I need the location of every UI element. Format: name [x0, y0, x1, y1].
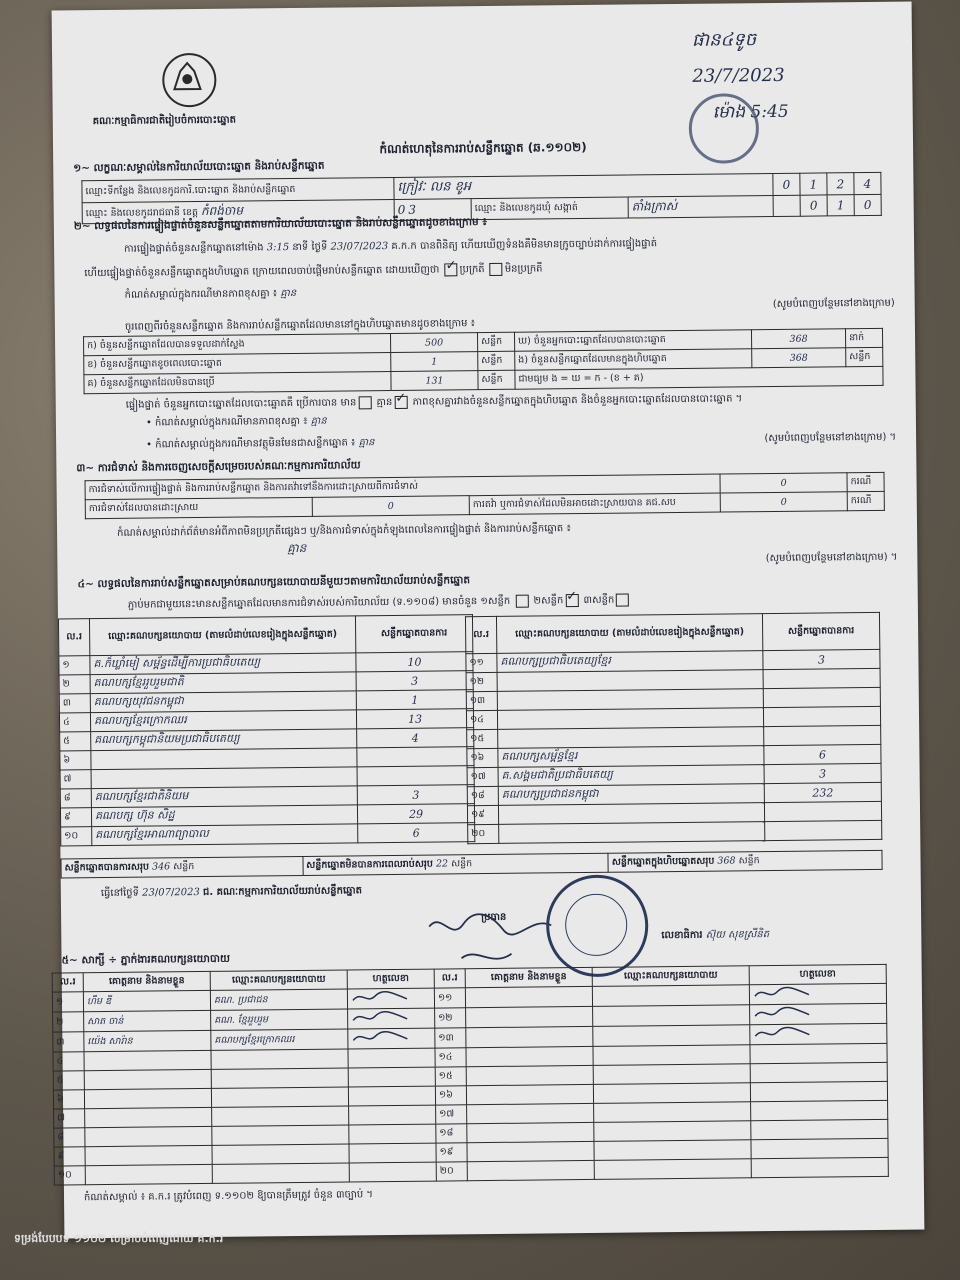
witness-col-sig: ហត្ថលេខា — [749, 964, 886, 984]
witness-signature — [750, 1043, 887, 1063]
location-digit: 0 — [773, 173, 800, 195]
party-name: គណបក្ស ហ៊ុន សិដ្ឋ — [91, 805, 357, 827]
witness-party: គណ. ខ្មែររួបរួម — [211, 1009, 348, 1030]
witness-party — [593, 1045, 750, 1066]
party-votes: 1 — [356, 690, 473, 710]
party-no: ១៦ — [467, 748, 498, 767]
party-no: ១៧ — [467, 767, 498, 786]
col-party: ឈ្មោះគណបក្សនយោបាយ (តាមលំដាប់លេខរៀងក្នុងសន្លឹកឆ្នោត) — [496, 614, 762, 654]
witness-no: ៩ — [54, 1147, 85, 1166]
party-name: គណបក្សកម្ពុជានិយមប្រជាធិបតេយ្យ — [91, 729, 357, 751]
witness-name: សាត ចាន់ — [84, 1010, 211, 1031]
location-label: ឈ្មោះទីកន្លែង និងលេខកូដការិ.បោះឆ្នោត និងរាប់សន្លឹកឆ្នោត — [82, 177, 394, 202]
difference-check-text-end: ភាពខុសគ្នារវាងចំនួនសន្លឹកឆ្នោតក្នុងហិបឆ្នោត និងចំនួនអ្នកបោះឆ្នោតដែលបានបោះឆ្នោត ។ — [412, 393, 743, 408]
witness-party — [592, 985, 749, 1007]
witness-signature — [348, 1067, 435, 1087]
party-votes — [763, 706, 880, 726]
witness-party — [594, 1159, 751, 1180]
count-unit: សន្លឹក — [846, 347, 883, 366]
witness-party — [593, 1025, 750, 1047]
party-no: ៣ — [59, 694, 90, 713]
witness-name: ហឹម ឌី — [83, 990, 210, 1011]
party-votes — [764, 801, 881, 821]
witness-name — [466, 1084, 593, 1104]
corner-code: ផាន៤ទូច — [691, 29, 757, 51]
party-name: គណបក្សខ្មែររួបរួមជាតិ — [90, 672, 356, 694]
party-votes — [765, 820, 882, 840]
verification-day: 23 — [330, 241, 344, 253]
witness-name — [467, 1141, 594, 1161]
witness-signature — [349, 1105, 436, 1125]
election-form-sheet — [52, 2, 925, 1239]
witness-party: គណ. ប្រជាជន — [210, 989, 347, 1010]
resolved-label: ការជំទាស់ដែលបានដោះស្រាយ — [85, 497, 312, 518]
invalid-total-value: 22 — [435, 858, 449, 870]
witness-signature — [751, 1100, 888, 1120]
party-no: ១២ — [466, 672, 497, 691]
witness-col-no: ល.រ — [434, 969, 465, 988]
normal-label: ប្រក្រតី — [459, 264, 485, 276]
witness-signature — [348, 1028, 435, 1049]
abnormal-label: មិនប្រក្រតី — [504, 263, 543, 275]
witness-no: ១៥ — [435, 1067, 466, 1086]
witness-party: គណបក្សខ្មែរក្រោកឈរ — [211, 1029, 348, 1050]
count-value: 500 — [390, 333, 477, 353]
objection-table — [85, 472, 885, 519]
witness-party — [594, 1102, 751, 1123]
ballot-check-line — [84, 258, 904, 282]
valid-total-label: សន្លឹកឆ្នោតបានការសរុប — [64, 861, 150, 874]
three-sheet-label: ៣សន្លឹក — [583, 594, 615, 606]
one-sheet-checkbox[interactable] — [515, 594, 528, 607]
count-unit: សន្លឹក — [478, 370, 515, 389]
witness-no: ៦ — [53, 1090, 84, 1109]
party-votes — [357, 766, 474, 786]
location-digit: 1 — [800, 173, 827, 195]
verification-line: ការផ្ទៀងផ្ទាត់ចំនួនសន្លឹកឆ្នោតនៅម៉ោង 3:15 នាទី ថ្ងៃទី 23/07/2023 គ.ក.ក បានពិនិត្យ ហើយឃើញទំនងគឺមិនមានក្រូចច្បាប់ដាក់ការផ្ទៀងផ្ទាត់ — [124, 238, 658, 255]
witness-no: ១៣ — [435, 1028, 466, 1048]
witness-no: ៣ — [53, 1032, 84, 1052]
witness-name — [85, 1107, 212, 1127]
witness-party — [211, 1068, 348, 1088]
unresolved-label: ការតវ៉ា ឬការជំទាស់ដែលមិនអាចដោះស្រាយបាន គជ.សប — [469, 493, 720, 515]
party-name — [499, 822, 765, 844]
witness-col-party: ឈ្មោះគណបក្សនយោបាយ — [210, 970, 347, 990]
count-unit: សន្លឹក — [477, 332, 514, 351]
unresolved-value: 0 — [720, 492, 847, 512]
witness-no: ១៨ — [436, 1124, 467, 1143]
secretary-line — [661, 927, 769, 943]
witness-no: ៤ — [53, 1052, 84, 1071]
count-unit: សន្លឹក — [478, 351, 515, 370]
commune-digit: 0 — [854, 194, 881, 215]
commune-label: ឈ្មោះ និងលេខកូដឃុំ សង្កាត់ — [471, 197, 628, 220]
party-votes: 3 — [764, 763, 881, 783]
fill-note-3: (សូមបំពេញបន្ថែមនៅខាងក្រោម) ។ — [765, 551, 898, 565]
witness-party — [593, 1083, 750, 1104]
party-no: ៤ — [59, 713, 90, 732]
witness-col-name: គោត្តនាម និងនាមខ្លួន — [465, 967, 592, 987]
committee-name: គណៈកម្មាធិការជាតិរៀបចំការបោះឆ្នោត — [92, 114, 237, 128]
objection-label: ការជំទាស់លើការផ្ទៀងផ្ទាត់ និងការរាប់សន្លឹកឆ្នោត និងការតវ៉ាទៅនឹងការដោះស្រាយពីការជំទាស់ — [85, 474, 720, 500]
witness-signature — [751, 1138, 888, 1158]
location-value: ក្រៀវៈ លន ខូអ — [394, 173, 773, 199]
count-value: 368 — [752, 348, 846, 368]
objection-value: 0 — [720, 473, 847, 493]
party-votes — [764, 725, 881, 745]
chair-label: ប្រធាន — [481, 911, 507, 924]
witness-name — [467, 1122, 594, 1142]
box-total-value: 368 — [717, 855, 736, 867]
witness-col-sig: ហត្ថលេខា — [347, 969, 434, 989]
party-votes — [763, 687, 880, 707]
verification-text-end: គ.ក.ក បានពិនិត្យ ហើយឃើញទំនងគឺមិនមានក្រូចច្បាប់ដាក់ការផ្ទៀងផ្ទាត់ — [391, 238, 658, 252]
box-total-unit: សន្លឹក — [738, 855, 760, 867]
witness-party — [211, 1049, 348, 1069]
location-digit: 2 — [827, 173, 854, 195]
count-label: ឃ) ចំនួនអ្នកបោះឆ្នោតដែលបានបោះឆ្នោត — [514, 330, 751, 351]
witness-party — [212, 1106, 349, 1126]
witness-name — [84, 1069, 211, 1089]
witness-name — [466, 1065, 593, 1085]
witness-party — [594, 1140, 751, 1161]
witness-signature — [348, 1086, 435, 1106]
party-no: ១៩ — [467, 805, 498, 824]
form-footer: ទម្រង់បែបបទ ១១០២ សម្រាប់បំពេញដោយ គ.ក.រ — [14, 1232, 224, 1245]
col-votes: សន្លឹកឆ្នោតបានការ — [355, 615, 472, 653]
witness-name — [466, 1046, 593, 1066]
count-unit: នាក់ — [845, 328, 882, 347]
witness-name — [466, 1026, 593, 1047]
has-difference-checkbox[interactable] — [358, 396, 371, 409]
party-name: គ.ក៏ឃ្លាំមៀ សម្ព័ន្ធដើម្បីការប្រជាធិបតេយ្យ — [90, 653, 356, 675]
section3-heading: ៣~ ការជំទាស់ និងការចេញសេចក្ដីសម្រេចរបស់គណៈកម្មការការិយាល័យ — [76, 459, 361, 475]
valid-total-value: 346 — [151, 861, 171, 873]
witness-party — [212, 1125, 349, 1145]
party-votes: 3 — [763, 649, 880, 669]
party-no: ៨ — [60, 789, 91, 808]
witness-col-no: ល.រ — [52, 973, 83, 992]
witness-signature — [750, 1081, 887, 1101]
party-no: ៥ — [60, 732, 91, 751]
resolved-value: 0 — [312, 496, 469, 517]
valid-total-unit: សន្លឹក — [173, 861, 195, 873]
witness-name — [84, 1088, 211, 1108]
foreign-object-note — [146, 435, 374, 452]
witness-no: ១៧ — [436, 1105, 467, 1124]
unresolved-unit: ករណី — [847, 491, 884, 510]
party-votes: 3 — [356, 671, 473, 691]
witness-name — [85, 1164, 212, 1184]
witness-signature — [348, 1048, 435, 1068]
secretary-label: លេខាធិការ — [661, 929, 703, 942]
witness-party — [212, 1144, 349, 1164]
witness-party — [593, 1064, 750, 1085]
witness-no: ១១ — [434, 988, 465, 1008]
witness-signature — [751, 1157, 888, 1177]
corner-time: ម៉ោង 5:45 — [712, 101, 789, 123]
count-label: ខ) ចំនួនសន្លឹកឆ្នោតខូចពេលបោះឆ្នោត — [84, 353, 391, 375]
normal-checkbox[interactable] — [445, 263, 458, 276]
totals-row — [60, 850, 882, 879]
province-digit: 3 — [408, 202, 417, 217]
party-results-right — [465, 612, 882, 844]
commune-value: តាំងក្រាស់ — [628, 195, 773, 218]
witness-no: ១៦ — [435, 1086, 466, 1105]
fill-note: (សូមបំពេញបន្ថែមនៅខាងក្រោម) — [772, 297, 895, 310]
verification-time: 3:15 — [266, 242, 290, 254]
province-digit: 0 — [397, 202, 406, 217]
witness-table — [52, 964, 889, 1186]
col-votes: សន្លឹកឆ្នោតបានការ — [762, 612, 879, 650]
witness-party — [594, 1121, 751, 1142]
witness-name — [85, 1126, 212, 1146]
chair-signature — [421, 905, 562, 976]
witness-no: ១ — [52, 992, 83, 1012]
ballot-check-text: ហើយផ្ទៀងផ្ទាត់ចំនួនសន្លឹកឆ្នោតក្នុងហិបឆ្នោត ក្រោយពេលចាប់ផ្ដើមរាប់សន្លឹកឆ្នោត ដោយឃើញថា — [84, 264, 440, 280]
location-digit: 4 — [854, 172, 881, 194]
witness-no: ៧ — [54, 1109, 85, 1128]
ballot-count-table — [83, 328, 884, 394]
witness-no: ៨ — [54, 1128, 85, 1147]
party-votes — [357, 747, 474, 767]
section2-heading: ២~ លទ្ធផលនៃការផ្ទៀងផ្ទាត់ចំនួនសន្លឹកឆ្នោតតាមការិយាល័យបោះឆ្នោត និងរាប់សន្លឹកឆ្នោតដូចខាងក្រោម ៖ — [73, 215, 488, 233]
party-votes: 6 — [358, 823, 475, 843]
irregularity-note: កំណត់សម្គាល់ដាក់ព័ត៌មានអំពីភាពមិនប្រក្រតីផ្សេងៗ ឬ/និងការជំទាស់ក្នុងកំឡុងពេលនៃការផ្ទៀងផ្ទាត់ និងការរាប់សន្លឹកឆ្នោត ៖ — [117, 523, 571, 539]
party-no: ១៣ — [466, 691, 497, 710]
witness-signature — [348, 1008, 435, 1029]
verification-text: ការផ្ទៀងផ្ទាត់ចំនួនសន្លឹកឆ្នោតនៅម៉ោង — [124, 242, 264, 255]
witness-name — [467, 1160, 594, 1180]
witness-signature — [349, 1162, 436, 1182]
witness-no: ១២ — [435, 1008, 466, 1028]
two-sheet-checkbox[interactable] — [565, 594, 578, 607]
objected-ballots-text: ភ្ជាប់មកជាមួយនេះមានសន្លឹកឆ្នោតដែលមានការជំទាស់របស់ការិយាល័យ (ទ.១១០៨) មានចំនួន ១សន្លឹក — [127, 595, 511, 611]
foreign-object-note-value: គ្មាន — [358, 437, 375, 449]
col-no: ល.រ — [465, 616, 496, 653]
footnote: កំណត់សម្គាល់ ៖ គ.ក.រ ត្រូវបំពេញ ទ.១១០២ ឱ្យបានត្រឹមត្រូវ ចំនួន ៣ច្បាប់ ។ — [83, 1189, 374, 1204]
party-name: គណបក្សខ្មែរអាណាព្យាបាល — [92, 824, 358, 846]
party-name: គណបក្សប្រជាធិបតេយ្យខ្មែរ — [497, 651, 763, 673]
party-votes: 6 — [764, 744, 881, 764]
invalid-total-label: សន្លឹកឆ្នោតមិនបានការពេលរាប់សរុប — [306, 858, 433, 871]
box-total-label: សន្លឹកឆ្នោតក្នុងហិបឆ្នោតសរុប — [611, 855, 715, 868]
party-no: ១១ — [466, 653, 497, 672]
objected-ballots-line — [128, 589, 918, 612]
party-name: គ.សង្គមជាតិប្រជាធិបតេយ្យ — [498, 765, 764, 787]
party-name: គណបក្សយុវជនកម្ពុជា — [90, 691, 356, 713]
two-sheet-label: ២សន្លឹក — [533, 595, 564, 607]
witness-name: យ៉េង សារ៉ាន — [84, 1030, 211, 1051]
witness-col-name: គោត្តនាម និងនាមខ្លួន — [83, 971, 210, 991]
witness-party — [212, 1163, 349, 1183]
difference-note-2 — [146, 414, 327, 431]
form-title: កំណត់ហេតុនៃការរាប់សន្លឹកឆ្នោត (ឆ.១១០២) — [379, 139, 587, 157]
witness-signature — [349, 1143, 436, 1163]
count-label: គ) ចំនួនសន្លឹកឆ្នោតដែលមិនបានប្រើ — [84, 372, 391, 394]
commune-digit: 1 — [827, 195, 854, 216]
count-value: 368 — [751, 329, 845, 349]
invalid-total-unit: សន្លឹក — [450, 858, 473, 870]
province-label: ឈ្មោះ និងលេខកូដរាជធានី ខេត្ត — [85, 207, 199, 220]
difference-check-text: ផ្ទៀងផ្ទាត់ ចំនួនអ្នកបោះឆ្នោតដែលបោះឆ្នោតគឺ ប្រើការបាន — [125, 397, 338, 411]
count-intro: ចូរពេញពីរចំនួនសន្លឹកឆ្នោត និងការរាប់សន្លឹកឆ្នោតដែលមាននៅក្នុងហិបឆ្នោតមានដូចខាងក្រោម ៖ — [124, 318, 476, 333]
party-votes: 10 — [356, 652, 473, 672]
difference-note-label: កំណត់សម្គាល់ក្នុងករណីមានភាពខុសគ្នា ៖ — [124, 288, 278, 301]
difference-note — [125, 286, 297, 303]
made-at-month: 07 — [158, 887, 172, 899]
col-no: ល.រ — [58, 619, 89, 656]
witness-name — [84, 1050, 211, 1070]
party-no: ៦ — [60, 751, 91, 770]
made-at-label: ធ្វើនៅថ្ងៃទី — [100, 887, 139, 900]
section5-heading: ៥~ សាក្សី ÷ ភ្នាក់ងារគណបក្សនយោបាយ — [61, 952, 230, 967]
party-votes: 3 — [357, 785, 474, 805]
party-name: គណបក្សប្រជាជនកម្ពុជា — [498, 784, 764, 806]
irregularity-value: គ្មាន — [287, 540, 307, 556]
witness-no: ៥ — [53, 1071, 84, 1090]
made-at-day: 23 — [142, 887, 155, 899]
no-difference-label: គ្មាន — [376, 396, 393, 409]
abnormal-checkbox[interactable] — [490, 262, 503, 275]
secretary-name: ស៊ុយ សុខស្រីនិត — [705, 929, 770, 941]
party-name: គណបក្សសម្ព័ន្ធខ្មែរ — [498, 746, 764, 768]
verification-text-day: នាទី ថ្ងៃទី — [292, 241, 328, 254]
count-formula: ជាមធ្យម ង = ឃ = ក - (ខ + គ) — [515, 366, 883, 389]
party-row — [468, 820, 882, 843]
col-party: ឈ្មោះគណបក្សនយោបាយ (តាមលំដាប់លេខរៀងក្នុងសន្លឹកឆ្នោត) — [89, 616, 355, 656]
difference-check-line — [126, 390, 916, 413]
section1-heading: ១~ លក្ខណៈសម្គាល់នៃការិយាល័យបោះឆ្នោត និងរាប់សន្លឹកឆ្នោត — [73, 159, 325, 175]
count-value: 131 — [391, 371, 478, 391]
verification-year: 2023 — [362, 241, 389, 253]
province-value: កំពង់ចាម — [200, 203, 243, 218]
difference-note-2-label: • កំណត់សម្គាល់ក្នុងករណីមានភាពខុសគ្នា ៖ — [145, 415, 308, 429]
party-votes — [763, 668, 880, 688]
no-difference-checkbox[interactable] — [394, 395, 407, 408]
witness-col-party: ឈ្មោះគណបក្សនយោបាយ — [592, 966, 749, 987]
witness-no: ២០ — [436, 1162, 467, 1181]
witness-name — [466, 1006, 593, 1027]
witness-no: ១៤ — [435, 1048, 466, 1067]
witness-signature — [347, 988, 434, 1009]
party-no: ២ — [59, 675, 90, 694]
party-no: ១៥ — [467, 729, 498, 748]
party-no: ១០ — [61, 827, 92, 846]
party-row — [61, 823, 475, 846]
witness-name — [467, 1103, 594, 1123]
witness-no: ២ — [53, 1012, 84, 1032]
party-no: ៧ — [60, 770, 91, 789]
foreign-object-note-label: • កំណត់សម្គាល់ក្នុងករណីមានវត្ថុមិនមែនជាសន្លឹកឆ្នោត ៖ — [146, 437, 356, 451]
witness-signature — [750, 1023, 887, 1044]
witness-signature — [349, 1124, 436, 1144]
witness-signature — [750, 1003, 887, 1024]
commune-digit: 0 — [800, 195, 827, 216]
verification-month: 07 — [346, 241, 360, 253]
party-no: ១៨ — [467, 786, 498, 805]
witness-signature — [749, 983, 886, 1004]
count-value: 1 — [391, 352, 478, 372]
corner-date: 23/7/2023 — [692, 64, 785, 87]
official-seal — [546, 874, 649, 977]
count-label: ក) ចំនួនសន្លឹកឆ្នោតដែលបានទទួលដាក់ស្លែង — [84, 334, 391, 356]
witness-name — [85, 1145, 212, 1165]
party-no: ៩ — [60, 808, 91, 827]
witness-no: ១៩ — [436, 1143, 467, 1162]
party-votes: 29 — [357, 804, 474, 824]
section4-heading: ៤~ លទ្ធផលនៃការរាប់សន្លឹកឆ្នោតសម្រាប់គណបក្សនយោបាយនីមួយៗតាមការិយាល័យរាប់សន្លឹកឆ្នោត — [77, 574, 471, 591]
party-no: ១ — [59, 656, 90, 675]
witness-signature — [750, 1062, 887, 1082]
committee-logo — [162, 53, 217, 108]
count-label: ង) ចំនួនសន្លឹកឆ្នោតដែលមានក្នុងហិបឆ្នោត — [515, 349, 752, 370]
made-at-year: 2023 — [174, 887, 200, 899]
party-votes: 4 — [357, 728, 474, 748]
party-name: គណបក្សខ្មែរជាតិនិយម — [91, 786, 357, 808]
party-no: ១៤ — [466, 710, 497, 729]
witness-party — [593, 1005, 750, 1027]
has-difference-label: មាន — [340, 397, 357, 409]
three-sheet-checkbox[interactable] — [616, 593, 629, 606]
party-name: គណបក្សខ្មែរក្រោកឈរ — [90, 710, 356, 732]
witness-name — [465, 986, 592, 1007]
party-votes: 13 — [356, 709, 473, 729]
made-at-line: ធ្វើនៅថ្ងៃទី 23/07/2023 ជ. គណៈកម្មការការិយាល័យរាប់សន្លឹកឆ្នោត — [100, 885, 363, 900]
witness-signature — [751, 1119, 888, 1139]
witness-party — [211, 1087, 348, 1107]
witness-no: ១០ — [54, 1166, 85, 1185]
party-results-left — [58, 614, 475, 846]
party-no: ២០ — [468, 824, 499, 843]
office-committee: ជ. គណៈកម្មការការិយាល័យរាប់សន្លឹកឆ្នោត — [202, 885, 363, 898]
difference-note-value: គ្មាន — [280, 287, 297, 300]
fill-note-2: (សូមបំពេញបន្ថែមនៅខាងក្រោម) ។ — [764, 431, 897, 445]
objection-unit: ករណី — [847, 472, 884, 491]
difference-note-2-value: គ្មាន — [310, 415, 327, 427]
party-votes: 232 — [764, 782, 881, 802]
